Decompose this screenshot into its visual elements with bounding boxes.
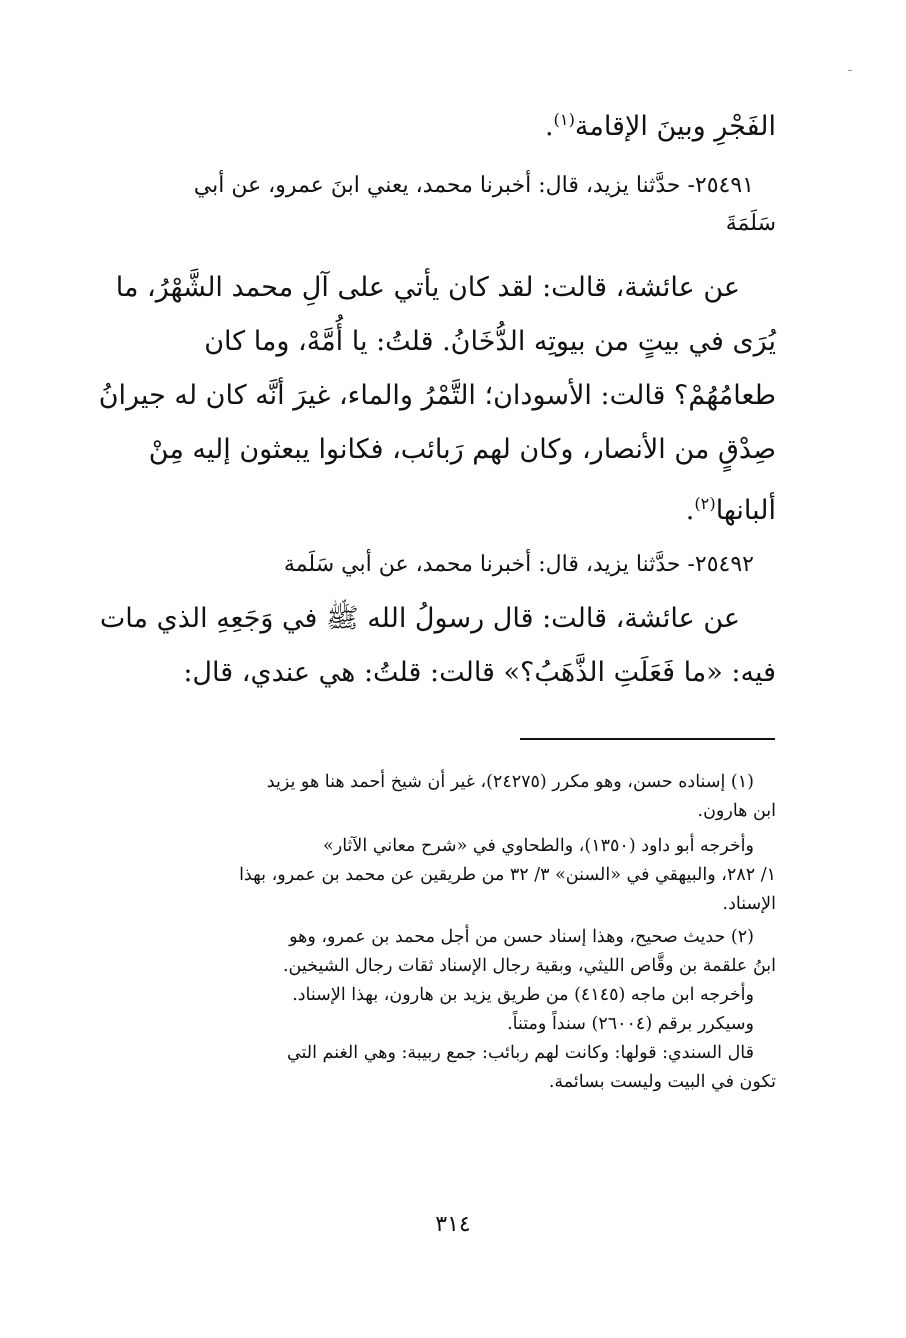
footnote-1-line-2: ابن هارون. bbox=[697, 801, 776, 821]
period: . bbox=[685, 495, 695, 526]
footnote-1b-line-3: الإسناد. bbox=[722, 894, 776, 914]
footnote-separator bbox=[520, 738, 775, 740]
hadith-25491-matn-line-4: صِدْقٍ من الأنصار، وكان لهم رَبائب، فكانوا يبعثون إليه مِنْ bbox=[148, 434, 776, 465]
footnote-1-line-1: (١) إسناده حسن، وهو مكرر (٢٤٢٧٥)، غير أن شيخ أحمد هنا هو يزيد bbox=[266, 772, 754, 792]
footnote-2c: وسيكرر برقم (٢٦٠٠٤) سنداً ومتناً. bbox=[507, 1014, 754, 1034]
continuation-text: الفَجْرِ وبينَ الإقامة bbox=[574, 111, 776, 142]
hadith-25491-matn-line-1: عن عائشة، قالت: لقد كان يأتي على آلِ محمد الشَّهْرُ، ما bbox=[115, 272, 740, 303]
footnote-1b-line-2: ١/ ٢٨٢، والبيهقي في «السنن» ٣/ ٣٢ من طريقين عن محمد بن عمرو، بهذا bbox=[239, 865, 776, 885]
page-number: ٣١٤ bbox=[435, 1212, 471, 1237]
hadith-25492-matn-line-1: عن عائشة، قالت: قال رسولُ الله ﷺ في وَجَعِهِ الذي مات bbox=[99, 603, 740, 634]
hadith-25492-isnad: ٢٥٤٩٢- حدَّثنا يزيد، قال: أخبرنا محمد، عن أبي سَلَمة bbox=[283, 552, 754, 577]
matn-last-word: ألبانها bbox=[715, 495, 776, 526]
hadith-25491-isnad-line-2: سَلَمَةَ bbox=[725, 211, 776, 236]
footnote-1b-line-1: وأخرجه أبو داود (١٣٥٠)، والطحاوي في «شرح معاني الآثار» bbox=[323, 836, 754, 856]
hadith-25491-matn-line-2: يُرَى في بيتٍ من بيوتِه الدُّخَانُ. قلتُ: يا أُمَّهْ، وما كان bbox=[204, 326, 776, 357]
footnote-ref-2: (٢) bbox=[694, 494, 716, 513]
footnote-ref-1: (١) bbox=[553, 110, 575, 129]
footnote-2b: وأخرجه ابن ماجه (٤١٤٥) من طريق يزيد بن هارون، بهذا الإسناد. bbox=[292, 985, 754, 1005]
continuation-line bbox=[78, 98, 776, 149]
footnotes bbox=[78, 768, 776, 1097]
hadith-25491-matn-line-3: طعامُهُمْ؟ قالت: الأسودان؛ التَّمْرُ والماء، غيرَ أنَّه كان له جيرانُ bbox=[98, 380, 776, 411]
hadith-25492-matn-line-2: فيه: «ما فَعَلَتِ الذَّهَبُ؟» قالت: قلتُ: هي عندي، قال: bbox=[183, 657, 776, 688]
footnote-2d-line-1: قال السندي: قولها: وكانت لهم ربائب: جمع ربيبة: وهي الغنم التي bbox=[286, 1043, 754, 1063]
footnote-2-line-2: ابنُ علقمة بن وقَّاص الليثي، وبقية رجال الإسناد ثقات رجال الشيخين. bbox=[282, 956, 776, 976]
footnote-2-line-1: (٢) حديث صحيح، وهذا إسناد حسن من أجل محمد بن عمرو، وهو bbox=[289, 927, 754, 947]
hadith-25491-isnad-line-1: ٢٥٤٩١- حدَّثنا يزيد، قال: أخبرنا محمد، يعني ابنَ عمرو، عن أبي bbox=[193, 173, 754, 198]
main-text bbox=[78, 98, 776, 700]
hadith-25491-matn-line-5 bbox=[78, 477, 776, 538]
footnote-2d-line-2: تكون في البيت وليست بسائمة. bbox=[548, 1072, 776, 1092]
period: . bbox=[544, 111, 554, 142]
scan-speck bbox=[848, 70, 852, 71]
